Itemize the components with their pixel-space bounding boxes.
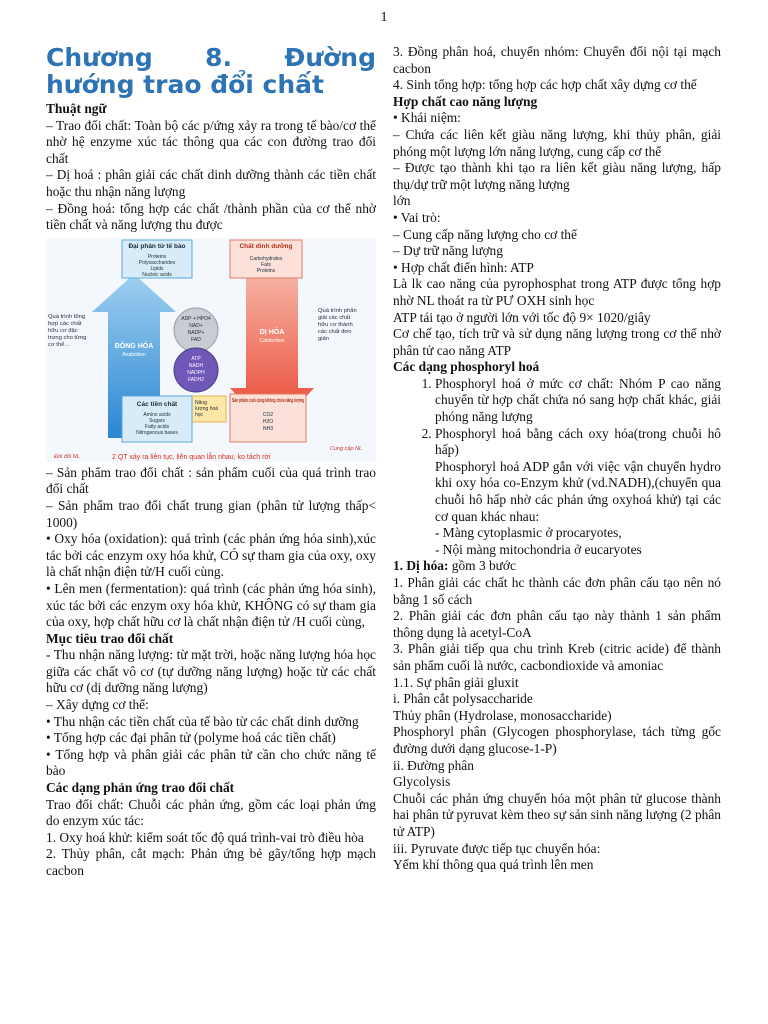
- box-macromolecules-title: [128, 242, 185, 250]
- box-macromolecules-item: Polysaccharides: [138, 259, 176, 266]
- paragraph: 1.1. Sự phân giải gluxit: [393, 674, 519, 690]
- right-note-line: giản: [318, 335, 329, 342]
- energy-note-line: Năng: [195, 399, 207, 406]
- heading-cac-dang: Các dạng phản ứng trao đổi chất: [46, 780, 235, 796]
- list-item: 1. Phosphoryl hoá ở mức cơ chất: Nhóm P cao năng chuyển từ hợp chất chứa nó sang hợp chất khác, giải phóng năng lượng: [435, 376, 721, 426]
- paragraph: Phosphoryl phân (Glycogen phosphorylase, tách từng gốc đường dưới dạng glucose-1-P): [393, 724, 721, 756]
- anabolism-label-en: Anabolism: [122, 351, 146, 358]
- paragraph: – Dự trữ năng lượng: [393, 243, 503, 259]
- paragraph: – Cung cấp năng lượng cho cơ thể: [393, 226, 577, 242]
- box-nutrients-title: Chất dinh dưỡng: [239, 242, 293, 250]
- left-note-line: Quá trình tổng: [48, 313, 86, 320]
- center-top-item: ADP + HPO4: [181, 315, 211, 322]
- paragraph: • Khái niệm:: [393, 110, 461, 126]
- left-note-line: hữu cơ đặc: [48, 327, 78, 334]
- list-item-text: Phosphoryl hoá ADP gắn với việc vận chuyển hydro khi oxy hóa co-Enzym khử (vd.NADH),(chuyển qua chuỗi hô hấp nhờ các phản ứng oxyhoá khử) tại các cơ quan khác nhau:: [435, 458, 721, 524]
- left-note-line: cơ thể…: [48, 341, 71, 348]
- heading-hop-chat: Hợp chất cao năng lượng: [393, 93, 538, 109]
- box-macromolecules-item: Lipids: [150, 265, 164, 272]
- paragraph: • Vai trò:: [393, 209, 441, 225]
- box-precursors-item: Sugars: [149, 417, 165, 424]
- box-end-products-item: CO2: [262, 411, 274, 418]
- left-column: [46, 44, 376, 880]
- box-precursors-item: Amino acids: [143, 411, 171, 418]
- paragraph: 4. Sinh tổng hợp: tổng hợp các hợp chất xây dựng cơ thể: [393, 77, 697, 93]
- chapter-title-line-1: Chương 8. Đường: [46, 43, 376, 72]
- box-macromolecules-item: Proteins: [147, 253, 167, 260]
- diagram-background: [46, 238, 376, 462]
- box-macromolecules-item: Nucleic acids: [142, 271, 172, 278]
- paragraph: • Tổng hợp và phân giải các phân tử cần cho chức năng tế bào: [46, 746, 376, 779]
- box-nutrients-item: Carbohydrates: [249, 255, 283, 262]
- paragraph: • Oxy hóa (oxidation): quá trình (các phản ứng hóa sinh),xúc tác bởi các enzym oxy hóa khử, CÓ sự tham gia của oxy, oxy là chất nhận điện tử/H cuối cùng.: [46, 531, 376, 580]
- paragraph: • Lên men (fermentation): quá trình (các phản ứng hóa sinh), xúc tác bởi các enzym oxy hóa khử, KHÔNG có sự tham gia của oxy, hợp chất hữu cơ là chất nhận điện tử /H cuối cùng,: [46, 580, 376, 630]
- right-note-line: Quá trình phân: [318, 307, 357, 314]
- center-bottom-item: NADPH: [187, 369, 205, 376]
- box-precursors-title: Các tiền chất: [136, 400, 178, 408]
- center-top-item: FAD: [191, 336, 201, 343]
- paragraph: – Trao đổi chất: Toàn bộ các p/ứng xảy ra trong tế bào/cơ thể nhờ hệ enzyme xúc tác thông qua các con đường trao đổi chất: [46, 117, 376, 166]
- list-item: [435, 426, 721, 559]
- paragraph: • Hợp chất điển hình: ATP: [393, 259, 534, 275]
- paragraph: 1. Oxy hoá khử: kiểm soát tốc độ quá trình-vai trò điều hòa: [46, 829, 364, 845]
- phosphoryl-list: [393, 376, 721, 559]
- list-item-text: 2. Phosphoryl hoá bằng cách oxy hóa(trong chuỗi hô hấp): [435, 425, 721, 458]
- paragraph: Glycolysis: [393, 774, 451, 790]
- paragraph: Là lk cao năng của pyrophosphat trong ATP được tổng hợp nhờ NL thoát ra từ PƯ OXH sinh học: [393, 276, 721, 308]
- center-top-item: NADP+: [187, 329, 205, 336]
- right-note-line: các chất đơn: [318, 328, 352, 335]
- paragraph: Cơ chế tạo, tích trữ và sử dụng năng lượng trong cơ thể nhờ phân tử cao năng ATP: [393, 326, 721, 358]
- dihoa-line: [393, 558, 721, 575]
- energy-note-line: lượng hoá: [195, 405, 219, 412]
- metabolism-diagram: [46, 238, 376, 462]
- paragraph: ATP tái tạo ở người lớn với tốc độ 9× 1020/giây: [393, 309, 651, 325]
- metabolism-diagram-svg: [46, 238, 376, 462]
- page-number: 1: [380, 10, 388, 25]
- paragraph: – Dị hoá : phân giải các chất dinh dưỡng thành các tiền chất hoặc thu nhận năng lượng: [46, 167, 376, 199]
- energy-note-line: học: [195, 411, 204, 418]
- paragraph: • Thu nhận các tiền chất của tế bào từ các chất dinh dưỡng: [46, 713, 359, 729]
- paragraph: 3. Đồng phân hoá, chuyển nhóm: Chuyển đổi nội tại mạch cacbon: [393, 44, 721, 76]
- box-end-products-title: Sản phẩm cuối cùng không chứa năng lượng: [232, 397, 349, 404]
- paragraph: iii. Pyruvate được tiếp tục chuyển hóa:: [393, 840, 601, 856]
- box-end-products-item: H2O: [262, 418, 274, 425]
- paragraph: i. Phân cắt polysaccharide: [393, 691, 533, 707]
- paragraph: 2. Phân giải các đơn phân cấu tạo này thành 1 sản phẩm thông dụng là acetyl-CoA: [393, 608, 721, 640]
- heading-muc-tieu: Mục tiêu trao đổi chất: [46, 630, 174, 646]
- paragraph: - Thu nhận năng lượng: từ mặt trời, hoặc năng lượng hóa học giữa các chất vô cơ (tự dưỡng năng lượng) hoặc từ các chất hữu cơ (dị dưỡng năng lượng): [46, 647, 376, 696]
- catabolism-label: DỊ HÓA: [259, 328, 285, 336]
- catabolism-label-en: Catabolism: [259, 337, 285, 344]
- right-column: [393, 44, 721, 874]
- box-end-products-item: NH3: [262, 425, 274, 432]
- paragraph: 2. Thủy phân, cắt mạch: Phản ứng bẻ gãy/tổng hợp mạch cacbon: [46, 846, 376, 878]
- paragraph: Thủy phân (Hydrolase, monosaccharide): [393, 707, 612, 723]
- center-bottom-item: FADH2: [187, 376, 205, 383]
- box-nutrients-item: Fats: [261, 261, 271, 268]
- heading-phosphoryl: Các dạng phosphoryl hoá: [393, 359, 540, 375]
- box-nutrients-item: Proteins: [256, 267, 276, 274]
- diagram-footer: 2 QT xảy ra liên tục, liên quan lẫn nhau, ko tách rời: [112, 453, 271, 461]
- credit-right: Cung cấp NL: [330, 445, 363, 452]
- list-item-text: - Màng cytoplasmic ở procaryotes,: [435, 525, 622, 541]
- center-bottom-item: ATP: [191, 355, 201, 362]
- paragraph: lớn: [393, 193, 411, 209]
- paragraph: Yếm khí thông qua quá trình lên men: [393, 857, 594, 873]
- box-macromolecules-title-text: Đại phân tử tế bào: [128, 242, 186, 250]
- chapter-title-line-2: hướng trao đổi chất: [46, 70, 324, 99]
- paragraph: – Sản phẩm trao đổi chất : sản phẩm cuối của quá trình trao đổi chất: [46, 464, 376, 497]
- right-note-line: hữu cơ thành: [318, 321, 353, 328]
- paragraph: • Tổng hợp các đại phân tử (polyme hoá các tiền chất): [46, 730, 336, 746]
- box-precursors-item: Fatty acids: [144, 423, 170, 430]
- paragraph: – Đồng hoá: tổng hợp các chất /thành phần của cơ thể nhờ tiền chất và năng lượng thu được: [46, 200, 376, 233]
- paragraph: ii. Đường phân: [393, 757, 474, 773]
- paragraph: – Được tạo thành khi tạo ra liên kết giàu năng lượng, hấp thụ/dự trữ một lượng năng lượng: [393, 160, 721, 192]
- left-note-line: hợp các chất: [48, 320, 82, 327]
- anabolism-label: ĐỒNG HÓA: [114, 342, 154, 350]
- dihoa-rest: gồm 3 bước: [448, 558, 516, 574]
- heading-thuat-ngu: Thuật ngữ: [46, 101, 107, 116]
- center-top-item: NAD+: [189, 322, 203, 329]
- left-note-line: trưng cho từng: [48, 334, 87, 341]
- center-bottom-item: NADH: [188, 362, 204, 369]
- credit-left: Đồi đổi NL: [54, 453, 80, 460]
- dihoa-label: 1. Dị hóa:: [393, 558, 449, 574]
- paragraph: – Chứa các liên kết giàu năng lượng, khi thủy phân, giải phóng một lượng lớn năng lượng, cung cấp cơ thể: [393, 126, 721, 159]
- chapter-title: [46, 44, 376, 98]
- paragraph: – Sản phẩm trao đổi chất trung gian (phân tử lượng thấp< 1000): [46, 497, 376, 530]
- box-precursors-item: Nitrogenous bases: [136, 429, 178, 436]
- list-item-text: - Nội màng mitochondria ở eucaryotes: [435, 541, 642, 557]
- paragraph: 3. Phân giải tiếp qua chu trình Kreb (citric acide) để thành sản phẩm cuối là nước, cacbondioxide và amoniac: [393, 641, 721, 673]
- paragraph: Chuỗi các phản ứng chuyển hóa một phân tử glucose thành hai phân tử pyruvat kèm theo sự sản sinh năng lượng (2 phân tử ATP): [393, 790, 721, 839]
- paragraph: Trao đổi chất: Chuỗi các phản ứng, gồm các loại phản ứng do enzym xúc tác:: [46, 796, 376, 829]
- paragraph: 1. Phân giải các chất hc thành các đơn phân cấu tạo nên nó bằng 1 số cách: [393, 575, 721, 607]
- right-note-line: giải các chất: [318, 314, 351, 321]
- paragraph: – Xây dựng cơ thể:: [46, 697, 149, 713]
